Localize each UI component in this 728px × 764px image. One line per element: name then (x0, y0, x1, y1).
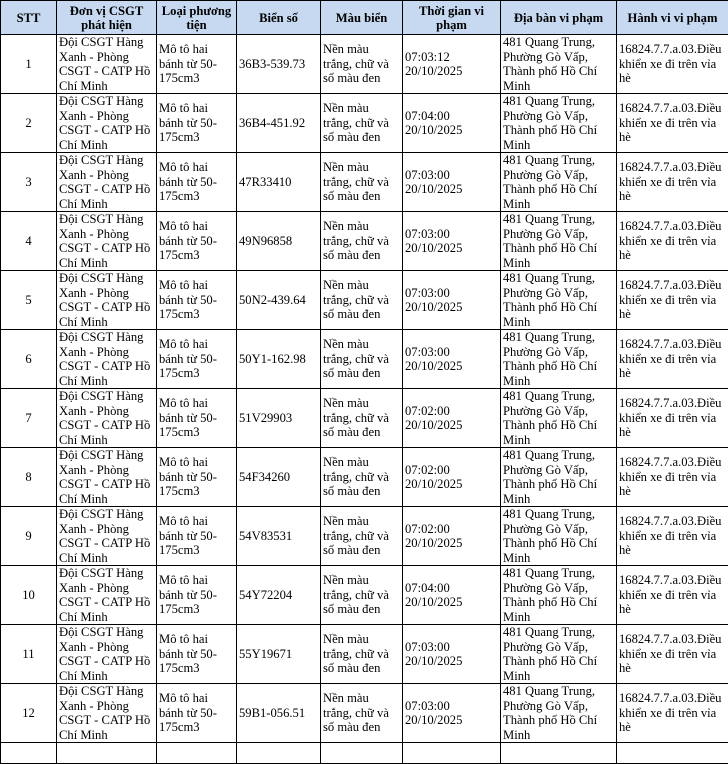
cell-vehicle-type: Mô tô hai bánh từ 50-175cm3 (157, 35, 237, 94)
cell-plate: 50Y1-162.98 (237, 330, 321, 389)
cell-plate (237, 743, 321, 764)
cell-vehicle-type: Mô tô hai bánh từ 50-175cm3 (157, 566, 237, 625)
cell-violation: 16824.7.7.a.03.Điều khiển xe đi trên vỉa hè (617, 35, 728, 94)
cell-plate: 59B1-056.51 (237, 684, 321, 743)
cell-stt (1, 743, 57, 764)
cell-location: 481 Quang Trung, Phường Gò Vấp, Thành phố Hồ Chí Minh (501, 625, 617, 684)
cell-violation: 16824.7.7.a.03.Điều khiển xe đi trên vỉa hè (617, 566, 728, 625)
table-row (1, 271, 728, 330)
table-row (1, 330, 728, 389)
cell-stt: 2 (1, 94, 57, 153)
cell-location: 481 Quang Trung, Phường Gò Vấp, Thành phố Hồ Chí Minh (501, 153, 617, 212)
cell-time (403, 743, 501, 764)
cell-plate-color: Nền màu trắng, chữ và số màu đen (321, 271, 403, 330)
cell-plate-color: Nền màu trắng, chữ và số màu đen (321, 684, 403, 743)
cell-time: 07:04:00 20/10/2025 (403, 566, 501, 625)
cell-stt: 10 (1, 566, 57, 625)
cell-stt: 1 (1, 35, 57, 94)
cell-vehicle-type: Mô tô hai bánh từ 50-175cm3 (157, 625, 237, 684)
cell-plate: 47R33410 (237, 153, 321, 212)
cell-violation: 16824.7.7.a.03.Điều khiển xe đi trên vỉa hè (617, 94, 728, 153)
cell-stt: 12 (1, 684, 57, 743)
cell-violation: 16824.7.7.a.03.Điều khiển xe đi trên vỉa hè (617, 448, 728, 507)
cell-time: 07:02:00 20/10/2025 (403, 507, 501, 566)
cell-unit: Đội CSGT Hàng Xanh - Phòng CSGT - CATP Hồ Chí Minh (57, 389, 157, 448)
cell-plate: 49N96858 (237, 212, 321, 271)
cell-plate: 36B4-451.92 (237, 94, 321, 153)
cell-unit: Đội CSGT Hàng Xanh - Phòng CSGT - CATP Hồ Chí Minh (57, 684, 157, 743)
cell-violation (617, 743, 728, 764)
cell-time: 07:03:00 20/10/2025 (403, 153, 501, 212)
cell-stt: 6 (1, 330, 57, 389)
cell-location: 481 Quang Trung, Phường Gò Vấp, Thành phố Hồ Chí Minh (501, 684, 617, 743)
cell-violation: 16824.7.7.a.03.Điều khiển xe đi trên vỉa hè (617, 507, 728, 566)
cell-violation: 16824.7.7.a.03.Điều khiển xe đi trên vỉa hè (617, 212, 728, 271)
cell-plate-color: Nền màu trắng, chữ và số màu đen (321, 330, 403, 389)
header-unit: Đơn vị CSGT phát hiện (57, 1, 157, 35)
cell-unit: Đội CSGT Hàng Xanh - Phòng CSGT - CATP Hồ Chí Minh (57, 153, 157, 212)
cell-plate: 54Y72204 (237, 566, 321, 625)
table-row (1, 507, 728, 566)
cell-location: 481 Quang Trung, Phường Gò Vấp, Thành phố Hồ Chí Minh (501, 94, 617, 153)
cell-time: 07:03:12 20/10/2025 (403, 35, 501, 94)
cell-location: 481 Quang Trung, Phường Gò Vấp, Thành phố Hồ Chí Minh (501, 330, 617, 389)
cell-time: 07:03:00 20/10/2025 (403, 271, 501, 330)
table-row (1, 566, 728, 625)
cell-plate: 54V83531 (237, 507, 321, 566)
cell-vehicle-type: Mô tô hai bánh từ 50-175cm3 (157, 507, 237, 566)
cell-plate-color: Nền màu trắng, chữ và số màu đen (321, 94, 403, 153)
header-time: Thời gian vi phạm (403, 1, 501, 35)
cell-unit (57, 743, 157, 764)
cell-stt: 4 (1, 212, 57, 271)
table-row (1, 448, 728, 507)
table-row-partial (1, 743, 728, 764)
header-row (1, 1, 728, 35)
cell-plate-color: Nền màu trắng, chữ và số màu đen (321, 35, 403, 94)
cell-unit: Đội CSGT Hàng Xanh - Phòng CSGT - CATP Hồ Chí Minh (57, 271, 157, 330)
cell-unit: Đội CSGT Hàng Xanh - Phòng CSGT - CATP Hồ Chí Minh (57, 507, 157, 566)
cell-location: 481 Quang Trung, Phường Gò Vấp, Thành phố Hồ Chí Minh (501, 389, 617, 448)
cell-unit: Đội CSGT Hàng Xanh - Phòng CSGT - CATP Hồ Chí Minh (57, 330, 157, 389)
table-row (1, 153, 728, 212)
cell-time: 07:03:00 20/10/2025 (403, 625, 501, 684)
cell-location (501, 743, 617, 764)
cell-vehicle-type: Mô tô hai bánh từ 50-175cm3 (157, 271, 237, 330)
cell-unit: Đội CSGT Hàng Xanh - Phòng CSGT - CATP Hồ Chí Minh (57, 448, 157, 507)
cell-location: 481 Quang Trung, Phường Gò Vấp, Thành phố Hồ Chí Minh (501, 271, 617, 330)
cell-plate: 51V29903 (237, 389, 321, 448)
cell-violation: 16824.7.7.a.03.Điều khiển xe đi trên vỉa hè (617, 625, 728, 684)
cell-time: 07:03:00 20/10/2025 (403, 212, 501, 271)
cell-stt: 11 (1, 625, 57, 684)
cell-time: 07:02:00 20/10/2025 (403, 389, 501, 448)
cell-time: 07:03:00 20/10/2025 (403, 330, 501, 389)
table-row (1, 684, 728, 743)
cell-plate: 50N2-439.64 (237, 271, 321, 330)
cell-plate-color: Nền màu trắng, chữ và số màu đen (321, 566, 403, 625)
cell-vehicle-type (157, 743, 237, 764)
cell-vehicle-type: Mô tô hai bánh từ 50-175cm3 (157, 448, 237, 507)
header-plate: Biển số (237, 1, 321, 35)
cell-location: 481 Quang Trung, Phường Gò Vấp, Thành phố Hồ Chí Minh (501, 448, 617, 507)
cell-plate: 55Y19671 (237, 625, 321, 684)
table-row (1, 35, 728, 94)
cell-plate: 54F34260 (237, 448, 321, 507)
header-location: Địa bàn vi phạm (501, 1, 617, 35)
cell-vehicle-type: Mô tô hai bánh từ 50-175cm3 (157, 153, 237, 212)
header-violation: Hành vi vi phạm (617, 1, 728, 35)
cell-location: 481 Quang Trung, Phường Gò Vấp, Thành phố Hồ Chí Minh (501, 35, 617, 94)
cell-plate-color: Nền màu trắng, chữ và số màu đen (321, 507, 403, 566)
cell-time: 07:02:00 20/10/2025 (403, 448, 501, 507)
cell-vehicle-type: Mô tô hai bánh từ 50-175cm3 (157, 212, 237, 271)
cell-vehicle-type: Mô tô hai bánh từ 50-175cm3 (157, 684, 237, 743)
cell-stt: 7 (1, 389, 57, 448)
cell-stt: 9 (1, 507, 57, 566)
cell-time: 07:03:00 20/10/2025 (403, 684, 501, 743)
cell-plate-color: Nền màu trắng, chữ và số màu đen (321, 389, 403, 448)
cell-unit: Đội CSGT Hàng Xanh - Phòng CSGT - CATP Hồ Chí Minh (57, 212, 157, 271)
cell-plate-color: Nền màu trắng, chữ và số màu đen (321, 625, 403, 684)
cell-violation: 16824.7.7.a.03.Điều khiển xe đi trên vỉa hè (617, 330, 728, 389)
cell-time: 07:04:00 20/10/2025 (403, 94, 501, 153)
cell-violation: 16824.7.7.a.03.Điều khiển xe đi trên vỉa hè (617, 684, 728, 743)
cell-plate-color: Nền màu trắng, chữ và số màu đen (321, 448, 403, 507)
table-row (1, 625, 728, 684)
cell-vehicle-type: Mô tô hai bánh từ 50-175cm3 (157, 389, 237, 448)
table-row (1, 389, 728, 448)
header-vehicle-type: Loại phương tiện (157, 1, 237, 35)
cell-location: 481 Quang Trung, Phường Gò Vấp, Thành phố Hồ Chí Minh (501, 507, 617, 566)
cell-plate-color: Nền màu trắng, chữ và số màu đen (321, 153, 403, 212)
table-row (1, 94, 728, 153)
cell-plate: 36B3-539.73 (237, 35, 321, 94)
cell-vehicle-type: Mô tô hai bánh từ 50-175cm3 (157, 94, 237, 153)
cell-plate-color (321, 743, 403, 764)
cell-violation: 16824.7.7.a.03.Điều khiển xe đi trên vỉa hè (617, 389, 728, 448)
cell-location: 481 Quang Trung, Phường Gò Vấp, Thành phố Hồ Chí Minh (501, 212, 617, 271)
cell-unit: Đội CSGT Hàng Xanh - Phòng CSGT - CATP Hồ Chí Minh (57, 94, 157, 153)
cell-violation: 16824.7.7.a.03.Điều khiển xe đi trên vỉa hè (617, 153, 728, 212)
cell-location: 481 Quang Trung, Phường Gò Vấp, Thành phố Hồ Chí Minh (501, 566, 617, 625)
cell-violation: 16824.7.7.a.03.Điều khiển xe đi trên vỉa hè (617, 271, 728, 330)
cell-stt: 8 (1, 448, 57, 507)
table-row (1, 212, 728, 271)
cell-plate-color: Nền màu trắng, chữ và số màu đen (321, 212, 403, 271)
header-stt: STT (1, 1, 57, 35)
cell-vehicle-type: Mô tô hai bánh từ 50-175cm3 (157, 330, 237, 389)
cell-stt: 5 (1, 271, 57, 330)
cell-unit: Đội CSGT Hàng Xanh - Phòng CSGT - CATP Hồ Chí Minh (57, 566, 157, 625)
cell-unit: Đội CSGT Hàng Xanh - Phòng CSGT - CATP Hồ Chí Minh (57, 35, 157, 94)
cell-unit: Đội CSGT Hàng Xanh - Phòng CSGT - CATP Hồ Chí Minh (57, 625, 157, 684)
header-plate-color: Màu biển (321, 1, 403, 35)
cell-stt: 3 (1, 153, 57, 212)
